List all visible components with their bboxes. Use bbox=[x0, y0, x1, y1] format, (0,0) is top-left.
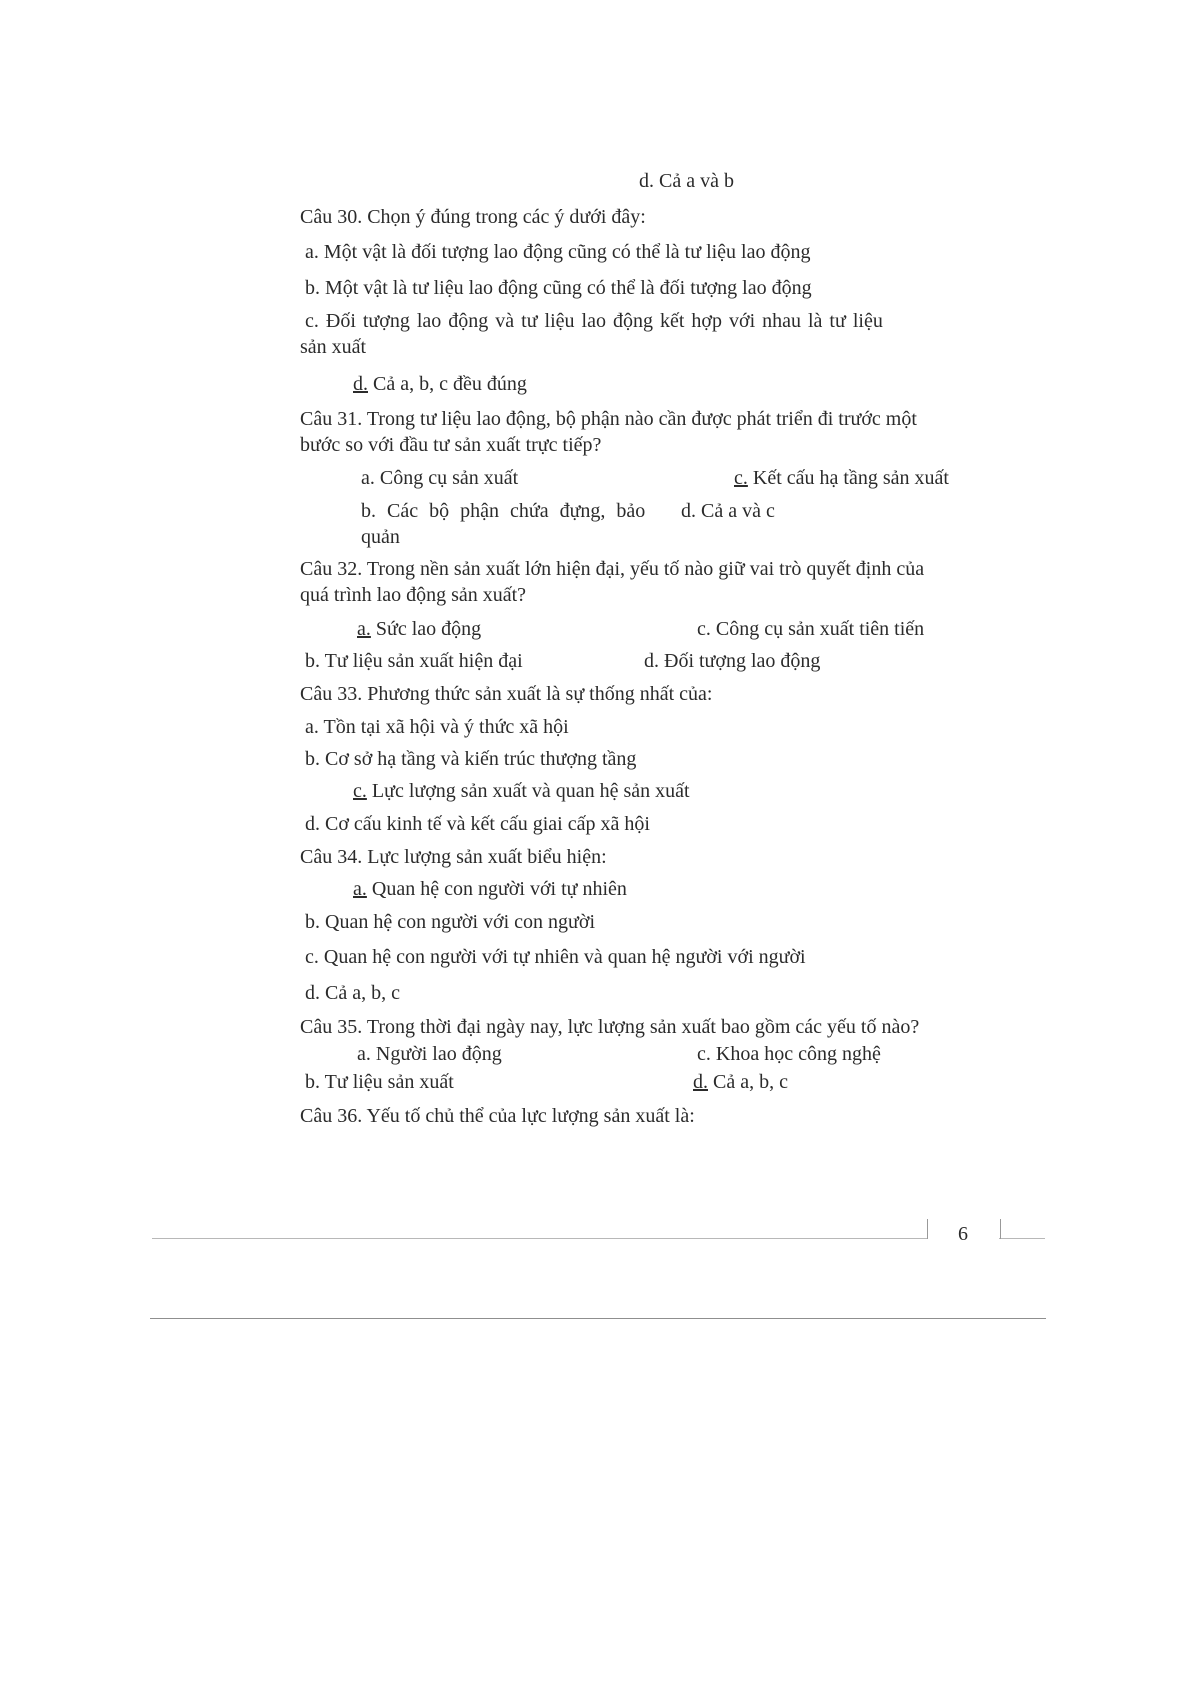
question-line bbox=[300, 432, 601, 458]
page-bottom-rule bbox=[150, 1318, 1046, 1319]
question-32 bbox=[300, 556, 924, 582]
line-text: b. Cơ sở hạ tầng và kiến trúc thượng tầng bbox=[305, 748, 637, 770]
line-text: Câu 32. Trong nền sản xuất lớn hiện đại, yếu tố nào giữ vai trò quyết định của bbox=[300, 558, 925, 580]
line-text: d. Cả a, b, c bbox=[305, 982, 400, 1004]
line-text: b. Tư liệu sản xuất hiện đại bbox=[305, 650, 523, 672]
answer-line bbox=[305, 746, 636, 772]
line-text: b. Một vật là tư liệu lao động cũng có thể là đối tượng lao động bbox=[305, 277, 812, 299]
question-line bbox=[300, 582, 526, 608]
question-34 bbox=[300, 844, 607, 870]
line-text: Lực lượng sản xuất và quan hệ sản xuất bbox=[366, 780, 690, 802]
line-text: Quan hệ con người với tự nhiên bbox=[366, 878, 627, 900]
line-text: b. Quan hệ con người với con người bbox=[305, 911, 596, 933]
answer-marker: d. bbox=[693, 1071, 708, 1093]
line-text: Câu 31. Trong tư liệu lao động, bộ phận nào cần được phát triển đi trước một bbox=[300, 408, 917, 430]
line-text: Câu 30. Chọn ý đúng trong các ý dưới đây: bbox=[300, 206, 646, 228]
line-text: Sức lao động bbox=[370, 618, 482, 640]
question-31 bbox=[300, 406, 917, 432]
line-text: d. Cơ cấu kinh tế và kết cấu giai cấp xã hội bbox=[305, 813, 650, 835]
line-text: Câu 34. Lực lượng sản xuất biểu hiện: bbox=[300, 846, 607, 868]
answer-marker: a. bbox=[357, 618, 371, 640]
line-text: quá trình lao động sản xuất? bbox=[300, 584, 527, 606]
answer-line bbox=[361, 498, 645, 524]
line-text: Cả a, b, c đều đúng bbox=[368, 373, 527, 395]
line-text: a. Người lao động bbox=[357, 1043, 502, 1065]
answer-line bbox=[305, 1069, 454, 1095]
line-text: Cả a, b, c bbox=[708, 1071, 788, 1093]
answer-line bbox=[697, 616, 924, 642]
line-text: Câu 35. Trong thời đại ngày nay, lực lượng sản xuất bao gồm các yếu tố nào? bbox=[300, 1016, 920, 1038]
answer-line bbox=[361, 524, 400, 550]
question-35 bbox=[300, 1014, 919, 1040]
line-text: c. Đối tượng lao động và tư liệu lao động kết hợp với nhau là tư liệu bbox=[305, 310, 883, 332]
line-text: Kết cấu hạ tầng sản xuất bbox=[747, 467, 949, 489]
answer-line bbox=[305, 308, 883, 334]
answer-line-correct bbox=[353, 371, 527, 397]
line-text: b. Các bộ phận chứa đựng, bảo bbox=[361, 500, 646, 522]
line-text: c. Công cụ sản xuất tiên tiến bbox=[697, 618, 925, 640]
answer-line bbox=[357, 1041, 502, 1067]
line-text: a. Một vật là đối tượng lao động cũng có thể là tư liệu lao động bbox=[305, 241, 811, 263]
line-text: d. Cả a và b bbox=[639, 170, 734, 192]
answer-line bbox=[644, 648, 820, 674]
answer-line-correct bbox=[357, 616, 481, 642]
line-text: quản bbox=[361, 526, 400, 548]
answer-marker: a. bbox=[353, 878, 367, 900]
answer-line-correct bbox=[353, 778, 690, 804]
answer-line bbox=[305, 648, 523, 674]
answer-marker: c. bbox=[734, 467, 748, 489]
line-text: bước so với đầu tư sản xuất trực tiếp? bbox=[300, 434, 602, 456]
question-36 bbox=[300, 1103, 695, 1129]
answer-line bbox=[697, 1041, 881, 1067]
answer-line-correct bbox=[353, 876, 627, 902]
answer-marker: d. bbox=[353, 373, 368, 395]
line-text: sản xuất bbox=[300, 336, 367, 358]
line-text: a. Tồn tại xã hội và ý thức xã hội bbox=[305, 716, 569, 738]
line-text: c. Khoa học công nghệ bbox=[697, 1043, 881, 1065]
answer-line bbox=[305, 909, 595, 935]
answer-line bbox=[305, 275, 812, 301]
answer-line-correct bbox=[693, 1069, 788, 1095]
line-text: d. Đối tượng lao động bbox=[644, 650, 821, 672]
answer-marker: c. bbox=[353, 780, 367, 802]
line-text: Câu 36. Yếu tố chủ thể của lực lượng sản xuất là: bbox=[300, 1105, 695, 1127]
answer-line bbox=[305, 980, 400, 1006]
answer-line bbox=[681, 498, 775, 524]
answer-line-correct bbox=[734, 465, 949, 491]
page-number: 6 bbox=[958, 1223, 968, 1245]
footer-rule bbox=[152, 1238, 928, 1239]
line-text: d. Cả a và c bbox=[681, 500, 775, 522]
question-30 bbox=[300, 204, 646, 230]
line-text: b. Tư liệu sản xuất bbox=[305, 1071, 454, 1093]
answer-line bbox=[300, 334, 366, 360]
answer-line bbox=[361, 465, 518, 491]
answer-line bbox=[305, 811, 650, 837]
line-text: c. Quan hệ con người với tự nhiên và quan hệ người với người bbox=[305, 946, 806, 968]
question-33 bbox=[300, 681, 712, 707]
answer-line bbox=[305, 239, 811, 265]
line-text: a. Công cụ sản xuất bbox=[361, 467, 519, 489]
answer-line bbox=[305, 944, 806, 970]
answer-line bbox=[305, 714, 569, 740]
footer-rule-right bbox=[999, 1238, 1045, 1239]
line-text: Câu 33. Phương thức sản xuất là sự thống nhất của: bbox=[300, 683, 713, 705]
answer-line bbox=[639, 168, 734, 194]
